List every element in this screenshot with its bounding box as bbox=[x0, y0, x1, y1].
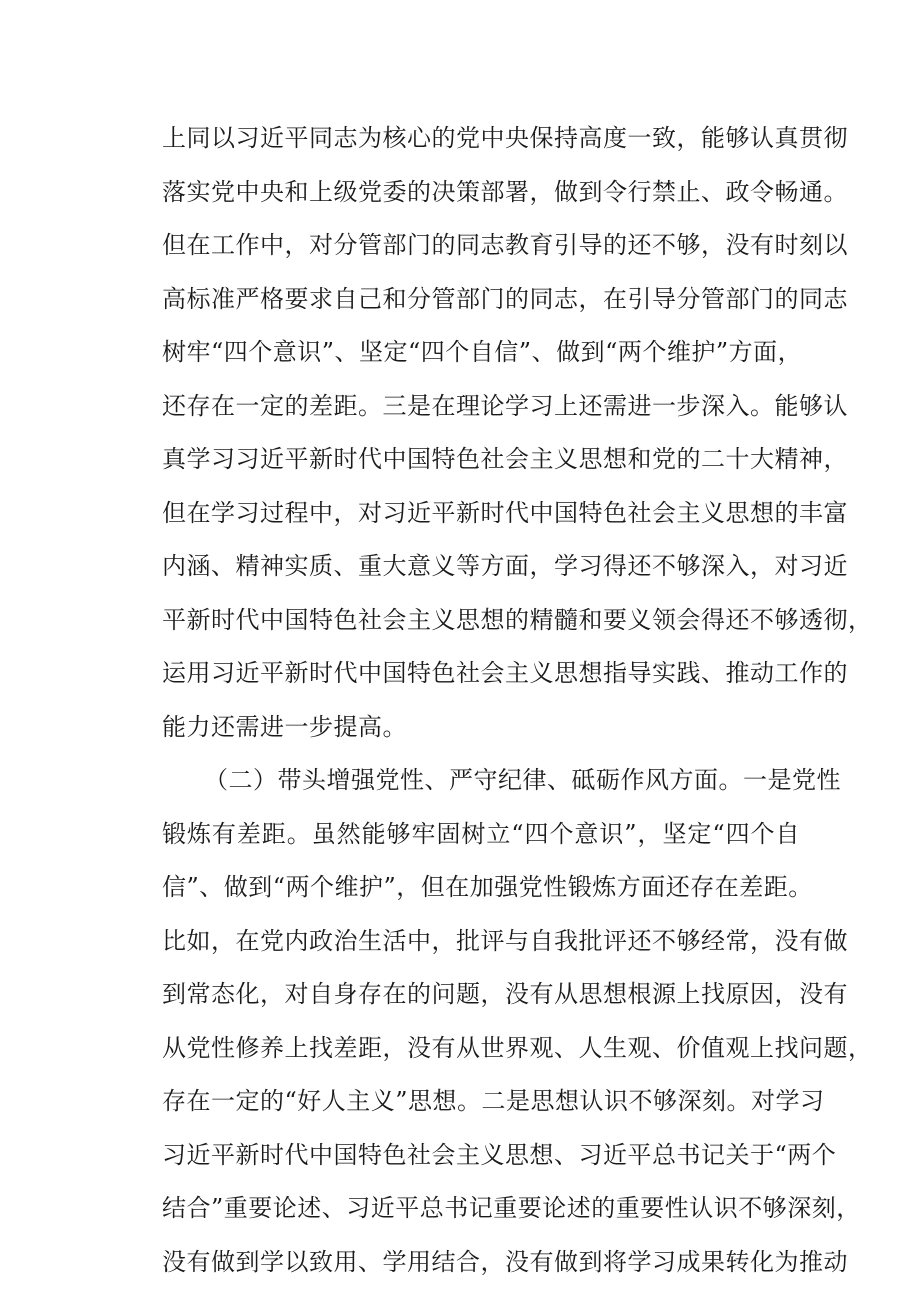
text-line: 信”、做到“两个维护”，但在加强党性锻炼方面还存在差距。 bbox=[162, 873, 813, 901]
text-line: 比如，在党内政治生活中，批评与自我批评还不够经常，没有做 bbox=[162, 926, 848, 955]
text-line: 到常态化，对自身存在的问题，没有从思想根源上找原因，没有 bbox=[162, 980, 848, 1008]
text-line: 从党性修养上找差距，没有从世界观、人生观、价值观上找问题， bbox=[162, 1033, 873, 1062]
text-line: 运用习近平新时代中国特色社会主义思想指导实践、推动工作的 bbox=[162, 659, 848, 687]
document-body bbox=[162, 112, 873, 1289]
text-line: 结合”重要论述、习近平总书记重要论述的重要性认识不够深刻， bbox=[162, 1194, 861, 1222]
text-line: 还存在一定的差距。三是在理论学习上还需进一步深入。能够认 bbox=[162, 391, 848, 420]
text-line: 能力还需进一步提高。 bbox=[162, 712, 407, 741]
text-line: 锻炼有差距。虽然能够牢固树立“四个意识”，坚定“四个自 bbox=[162, 819, 800, 848]
text-line: 上同以习近平同志为核心的党中央保持高度一致，能够认真贯彻 bbox=[162, 124, 848, 152]
text-line: 真学习习近平新时代中国特色社会主义思想和党的二十大精神， bbox=[162, 445, 848, 473]
text-line: 平新时代中国特色社会主义思想的精髓和要义领会得还不够透彻， bbox=[162, 605, 873, 634]
text-line: 习近平新时代中国特色社会主义思想、习近平总书记关于“两个 bbox=[162, 1140, 837, 1169]
text-line: 存在一定的“好人主义”思想。二是思想认识不够深刻。对学习 bbox=[162, 1087, 825, 1115]
paragraph-2 bbox=[162, 754, 873, 1289]
text-line: 但在工作中，对分管部门的同志教育引导的还不够，没有时刻以 bbox=[162, 231, 848, 259]
text-line: 高标准严格要求自己和分管部门的同志，在引导分管部门的同志 bbox=[162, 284, 848, 313]
text-line: 树牢“四个意识”、坚定“四个自信”、做到“两个维护”方面， bbox=[162, 338, 803, 366]
text-line: （二）带头增强党性、严守纪律、砥砺作风方面。一是党性 bbox=[204, 766, 841, 794]
text-line: 内涵、精神实质、重大意义等方面，学习得还不够深入，对习近 bbox=[162, 552, 848, 580]
text-line: 落实党中央和上级党委的决策部署，做到令行禁止、政令畅通。 bbox=[162, 177, 848, 206]
text-line: 但在学习过程中，对习近平新时代中国特色社会主义思想的丰富 bbox=[162, 498, 848, 527]
text-line: 没有做到学以致用、学用结合，没有做到将学习成果转化为推动 bbox=[162, 1247, 848, 1276]
paragraph-1 bbox=[162, 112, 873, 754]
